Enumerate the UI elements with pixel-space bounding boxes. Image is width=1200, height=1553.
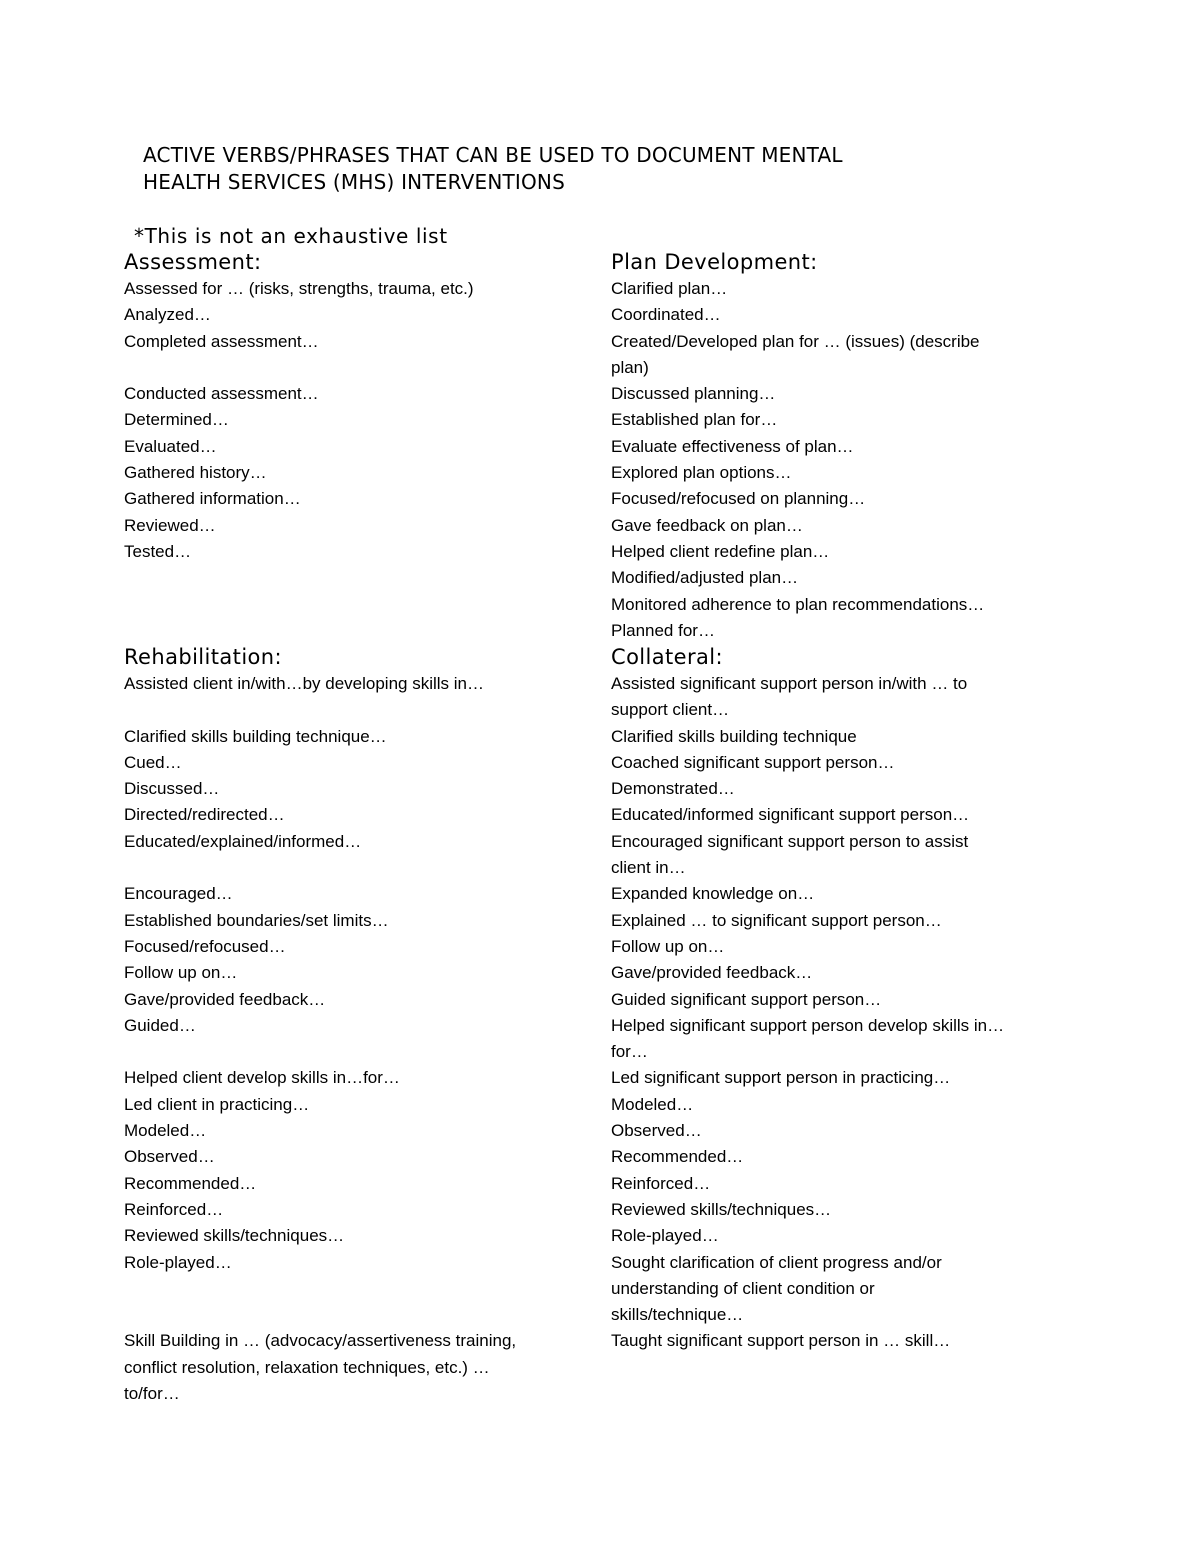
list-item: Clarified skills building technique (611, 726, 857, 746)
list-item: Reinforced… (124, 1199, 224, 1219)
list-item: Established plan for… (611, 410, 778, 430)
document-title (143, 142, 1043, 196)
list-item: client in… (611, 858, 686, 878)
list-item: Demonstrated… (611, 779, 735, 799)
list-item: support client… (611, 700, 730, 720)
list-item: plan) (611, 357, 649, 377)
list-item: Gathered history… (124, 463, 267, 483)
list-item: Guided… (124, 1015, 196, 1035)
rehabilitation-list (124, 671, 594, 1407)
list-item: Clarified skills building technique… (124, 726, 387, 746)
list-item: Coached significant support person… (611, 752, 895, 772)
list-item: Led client in practicing… (124, 1094, 310, 1114)
blank-line (124, 1276, 594, 1302)
list-item: Discussed… (124, 779, 220, 799)
section-plan-development (611, 249, 1081, 644)
list-item: Reinforced… (611, 1173, 711, 1193)
list-item: Observed… (611, 1121, 702, 1141)
collateral-list (611, 671, 1081, 1355)
list-item: Observed… (124, 1147, 215, 1167)
list-item: Reviewed skills/techniques… (124, 1226, 345, 1246)
list-item: Gave/provided feedback… (611, 963, 813, 983)
section-heading-plan-development: Plan Development: (611, 250, 818, 274)
list-item: Helped client redefine plan… (611, 541, 830, 561)
list-item: Completed assessment… (124, 331, 319, 351)
blank-line (124, 1039, 594, 1065)
section-rehabilitation (124, 644, 594, 1407)
section-heading-rehabilitation: Rehabilitation: (124, 645, 282, 669)
blank-line (124, 855, 594, 881)
list-item: Role-played… (124, 1252, 232, 1272)
list-item: understanding of client condition or (611, 1278, 875, 1298)
list-item: Discussed planning… (611, 384, 776, 404)
list-item: Gave/provided feedback… (124, 989, 326, 1009)
blank-line (124, 355, 594, 381)
list-item: Evaluated… (124, 436, 217, 456)
list-item: Determined… (124, 410, 229, 430)
list-item: Guided significant support person… (611, 989, 882, 1009)
list-item: Clarified plan… (611, 279, 728, 298)
list-item: Assessed for … (risks, strengths, trauma, etc.) (124, 279, 474, 298)
plan-development-list (611, 276, 1081, 644)
list-item: Recommended… (611, 1147, 744, 1167)
section-assessment (124, 249, 594, 565)
list-item: Established boundaries/set limits… (124, 910, 389, 930)
list-item: Gave feedback on plan… (611, 515, 803, 535)
list-item: Reviewed… (124, 515, 216, 535)
list-item: Coordinated… (611, 305, 721, 325)
list-item: Created/Developed plan for … (issues) (describe (611, 331, 980, 351)
list-item: Recommended… (124, 1173, 257, 1193)
list-item: Explored plan options… (611, 463, 792, 483)
list-item: Follow up on… (611, 936, 725, 956)
list-item: Cued… (124, 752, 182, 772)
list-item: Role-played… (611, 1226, 719, 1246)
list-item: Directed/redirected… (124, 805, 285, 825)
list-item: Encouraged significant support person to assist (611, 831, 969, 851)
list-item: Skill Building in … (advocacy/assertiveness training, (124, 1331, 517, 1351)
list-item: Educated/explained/informed… (124, 831, 362, 851)
document-title-line-1: ACTIVE VERBS/PHRASES THAT CAN BE USED TO DOCUMENT MENTAL (143, 143, 843, 167)
list-item: for… (611, 1042, 648, 1062)
list-item: to/for… (124, 1384, 180, 1404)
list-item: Assisted client in/with…by developing skills in… (124, 674, 484, 693)
list-item: Monitored adherence to plan recommendations… (611, 594, 985, 614)
document-title-line-2: HEALTH SERVICES (MHS) INTERVENTIONS (143, 170, 565, 194)
list-item: Focused/refocused on planning… (611, 489, 866, 509)
section-heading-collateral: Collateral: (611, 645, 724, 669)
list-item: skills/technique… (611, 1305, 744, 1325)
list-item: Taught significant support person in … skill… (611, 1331, 951, 1351)
list-item: Follow up on… (124, 963, 238, 983)
section-heading-assessment: Assessment: (124, 250, 262, 274)
list-item: Educated/informed significant support person… (611, 805, 970, 825)
disclaimer-note: *This is not an exhaustive list (134, 224, 448, 248)
list-item: Explained … to significant support person… (611, 910, 942, 930)
list-item: Helped client develop skills in…for… (124, 1068, 400, 1088)
list-item: Expanded knowledge on… (611, 884, 815, 904)
list-item: Modified/adjusted plan… (611, 568, 799, 588)
list-item: Conducted assessment… (124, 384, 319, 404)
list-item: Modeled… (124, 1121, 207, 1141)
list-item: Led significant support person in practicing… (611, 1068, 951, 1088)
blank-line (124, 1302, 594, 1328)
list-item: Modeled… (611, 1094, 694, 1114)
list-item: conflict resolution, relaxation techniques, etc.) … (124, 1357, 490, 1377)
list-item: Assisted significant support person in/with … to (611, 674, 968, 693)
list-item: Gathered information… (124, 489, 301, 509)
list-item: Reviewed skills/techniques… (611, 1199, 832, 1219)
assessment-list (124, 276, 594, 565)
list-item: Analyzed… (124, 305, 211, 325)
section-collateral (611, 644, 1081, 1355)
list-item: Evaluate effectiveness of plan… (611, 436, 854, 456)
list-item: Focused/refocused… (124, 936, 286, 956)
list-item: Tested… (124, 541, 192, 561)
blank-line (124, 697, 594, 723)
list-item: Sought clarification of client progress and/or (611, 1252, 942, 1272)
list-item: Encouraged… (124, 884, 233, 904)
list-item: Helped significant support person develop skills in… (611, 1015, 1005, 1035)
list-item: Planned for… (611, 620, 715, 640)
